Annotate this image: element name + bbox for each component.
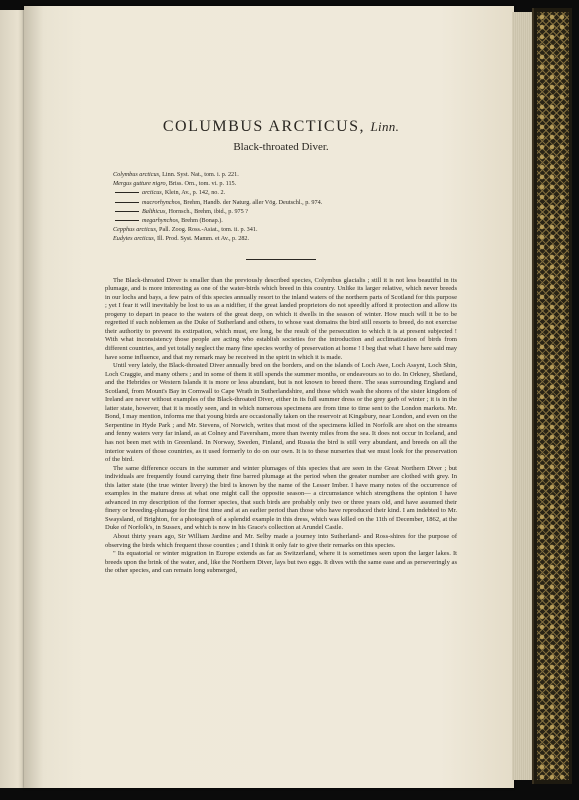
synonym-entry	[113, 234, 457, 243]
synonym-name: Colymbus arcticus,	[113, 171, 161, 178]
body-paragraph: Until very lately, the Black-throated Diver annually bred on the borders, and on the islands of Loch Awe, Loch Assynt, Loch Shin, Loch Craggie, and many others ; and in some of them it still spends the summer months, or endeavours so to do. In Orkney, Shetland, and the Hebrides or Western Islands it is more or less abundant, but is not known to breed there. The seas surrounding England and Scotland, from Mount's Bay in Cornwall to Cape Wrath in Sutherlandshire, and those which wash the shores of the sister kingdom of Ireland are never without examples of the Black-throated Diver, either in its full summer dress or the grey garb of winter ; it is in the latter state, however, that it is mostly seen, and in which numerous specimens are from time to time sent to the London markets. Mr. Bond, I may mention, informs me that young birds are occasionally taken on the reservoir at Kingsbury, near London, and even on the Serpentine in Hyde Park ; and Mr. Stevens, of Norwich, writes that most of the specimens killed in Norfolk are shot on the streams and fenny waters very far inland, as at Colney and Faversham, more than twenty miles from the sea. It does not occur in Iceland, and has not been met with in Greenland. In Norway, Sweden, Finland, and Russia the bird is still very abundant, and breeds on all the interior waters of those countries, as it used formerly to do on our own. It is to these nurseries that we must look for the preservation of the bird.	[105, 362, 457, 464]
species-authority: Linn.	[370, 119, 400, 134]
synonym-reference: Brehm (Bonap.).	[181, 217, 223, 225]
synonym-entry	[113, 216, 457, 225]
ditto-dash	[115, 211, 139, 212]
synonym-entry	[113, 198, 457, 207]
synonym-entry	[113, 207, 457, 216]
synonym-reference: Ill. Prod. Syst. Mamm. et Av., p. 282.	[156, 235, 250, 243]
book-cover	[532, 8, 572, 784]
synonym-entry	[113, 225, 457, 234]
synonym-name: Mergus gutture nigro,	[113, 180, 168, 188]
species-title	[105, 117, 457, 137]
common-name: Black-throated Diver.	[233, 141, 329, 153]
synonym-name: Balthicus,	[142, 207, 167, 215]
cover-pattern	[537, 12, 569, 780]
ditto-dash	[115, 202, 139, 203]
ditto-dash	[115, 220, 139, 221]
species-name: ARCTICUS,	[268, 118, 366, 135]
synonym-reference: Klein, Av., p. 142, no. 2.	[164, 189, 226, 197]
synonym-reference: Briss. Orn., tom. vi. p. 115.	[168, 180, 237, 188]
body-paragraph: The same difference occurs in the summer and winter plumages of this species that are seen in the Great Northern Diver ; but individuals are frequently found carrying their fine barred plumage at the period when the greater number are clothed with grey. In this latter state (the true winter livery) the bird is known by the name of the Lesser Imber. I have many notes of the occurrence of examples in the mature dress at what one might call the opposite season— a circumstance which strengthens the opinion I have advanced in my description of the former species, that such birds are probably only two or three years old, and have assumed their finery or breeding-plumage for the first time and at an earlier period than those who have reproduced their kind. I am indebted to Mr. Swaysland, of Brighton, for a photograph of a splendid example in this dress, which was killed on the 11th of December, 1862, at the Duke of Norfolk's, in Sussex, and which is now in his Grace's collection at Arundel Castle.	[105, 464, 457, 532]
body-paragraph: About thirty years ago, Sir William Jardine and Mr. Selby made a journey into Sutherland- and Ross-shires for the purpose of observing the birds which frequent those counties ; and I think it only fair to give their remarks on this species.	[105, 533, 457, 549]
synonym-name: Eudytes arcticus,	[113, 235, 156, 243]
synonym-name: macrorhynchos,	[142, 198, 182, 206]
synonym-name: arcticus,	[142, 189, 164, 197]
ditto-dash	[115, 192, 139, 193]
synonym-entry	[113, 179, 457, 188]
synonym-reference: Brehm, Handb. der Naturg. aller Vög. Deutschl., p. 974.	[183, 198, 323, 206]
synonym-reference: Linn. Syst. Nat., tom. i. p. 221.	[162, 171, 239, 178]
synonym-entry	[113, 170, 457, 179]
page-content	[105, 117, 457, 576]
page-edges	[512, 12, 534, 780]
genus-name: COLUMBUS	[162, 118, 264, 135]
synonym-entry	[113, 188, 457, 197]
body-text	[105, 277, 457, 576]
synonym-reference: Pall. Zoog. Ross.-Asiat., tom. ii. p. 341.	[159, 226, 258, 234]
synonym-name: Cepphus arcticus,	[113, 226, 158, 234]
body-paragraph: " Its equatorial or winter migration in Europe extends as far as Switzerland, where it is sometimes seen upon the larger lakes. It breeds upon the brink of the water, and, like the Northern Diver, lays but two eggs. It dives with the same ease and as perseveringly as the other species, and can remain long submerged,	[105, 550, 457, 575]
synonym-name: megarhynchos,	[142, 217, 180, 225]
body-paragraph: The Black-throated Diver is smaller than the previously described species, Colymbus glacialis ; still it is not less beautiful in its plumage, and is more interesting as one of the water-birds which breed in this country. Unlike its larger relative, which never breeds in our lochs and bays, a few pairs of this species annually resort to the inland waters of the northern parts of Scotland for this purpose ; yet I fear it will inevitably be lost to us as a nidifier, if the great landed proprietors do not speedily afford it protection and allow its progeny to depart in peace to the waters of the great deep, on which it dwells in the season of winter. How much will it be to be regretted if such noblemen as the Duke of Sutherland and others, to whose vast domains the bird still resorts to breed, do not exercise their authority to prevent its extirpation, which must, ere long, be the result of the persecution to which it is at present subjected ! With what inconsistency those people are acting who establish societies for the introduction and acclimatization of birds from different countries, and yet totally neglect the many fine species worthy of preservation at home ! I beg that what I have here said may have some influence, and that my remark may be received in the spirit in which it is made.	[105, 276, 457, 361]
section-rule	[246, 259, 316, 260]
synonym-reference: Hornsch., Brehm, ibid., p. 975 ?	[168, 207, 249, 215]
synonymy-list	[113, 170, 457, 244]
